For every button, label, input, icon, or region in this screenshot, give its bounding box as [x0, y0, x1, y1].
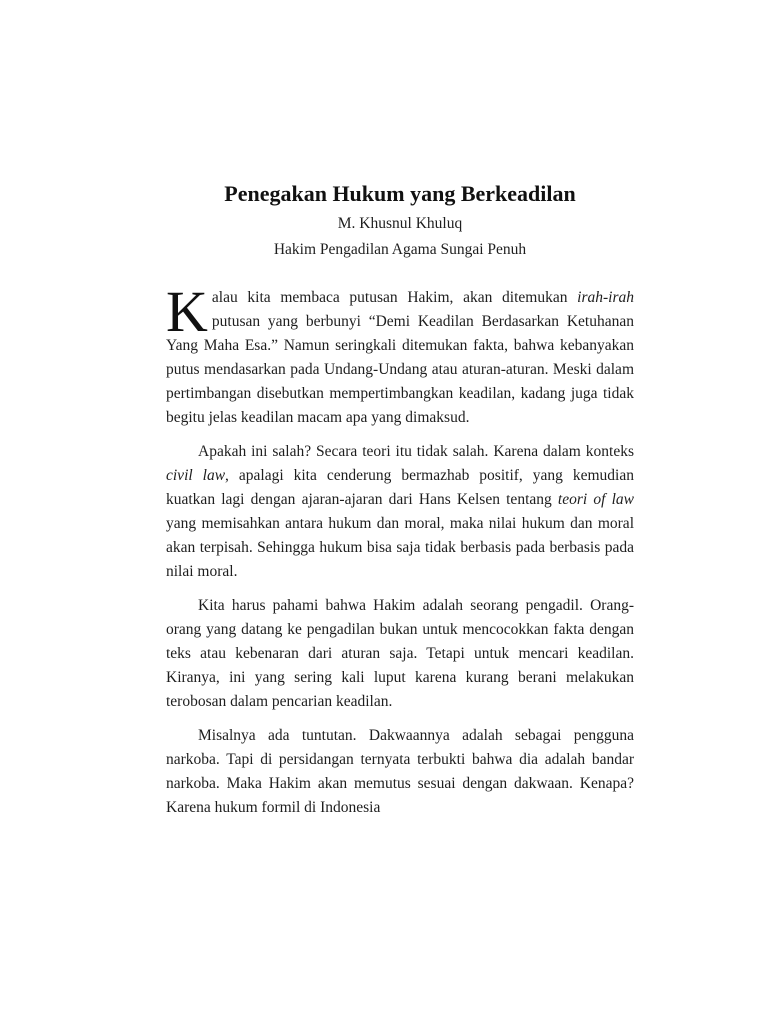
paragraph-2-text-c: yang memisahkan antara hukum dan moral, maka nilai hukum dan moral akan terpisah. Sehingga hukum bisa saja tidak berbasis pada berbasis pada nilai moral.	[166, 515, 634, 580]
paragraph-2-text-a: Apakah ini salah? Secara teori itu tidak salah. Karena dalam konteks	[198, 443, 634, 460]
paragraph-2-italic-term-2: teori of law	[557, 491, 634, 508]
author-affiliation: Hakim Pengadilan Agama Sungai Penuh	[273, 241, 527, 258]
paragraph-1-text-b: putusan yang berbunyi “Demi Keadilan Berdasarkan Ketuhanan Yang Maha Esa.” Namun seringkali ditemukan fakta, bahwa kebanyakan putus mendasarkan pada Undang-Undang atau aturan-aturan. Meski dalam pertimbangan disebutkan mempertimbangkan keadilan, kadang juga tidak begitu jelas keadilan macam apa yang dimaksud.	[166, 313, 634, 426]
paragraph-4: Misalnya ada tuntutan. Dakwaannya adalah sebagai pengguna narkoba. Tapi di persidangan ternyata terbukti bahwa dia adalah bandar narkoba. Maka Hakim akan memutus sesuai dengan dakwaan. Kenapa? Karena hukum formil di Indonesia	[166, 727, 634, 816]
article-title: Penegakan Hukum yang Berkeadilan	[224, 181, 576, 206]
paragraph-1	[166, 279, 634, 430]
author-name: M. Khusnul Khuluq	[337, 215, 463, 232]
paragraph-2-text-b: , apalagi kita cenderung bermazhab positif, yang kemudian kuatkan lagi dengan ajaran-ajaran dari Hans Kelsen tentang	[166, 467, 634, 508]
paragraph-2	[166, 440, 634, 584]
paragraph-1-italic-term: irah-irah	[577, 289, 634, 306]
document-page	[166, 178, 634, 830]
paragraph-3: Kita harus pahami bahwa Hakim adalah seorang pengadil. Orang-orang yang datang ke pengadilan bukan untuk mencocokkan fakta dengan teks atau kebenaran dari aturan saja. Tetapi untuk mencari keadilan. Kiranya, ini yang sering kali luput karena kurang berani melakukan terobosan dalam pencarian keadilan.	[166, 597, 634, 710]
article-body	[166, 279, 634, 820]
paragraph-2-italic-term-1: civil law	[166, 467, 226, 484]
drop-cap: K	[166, 279, 208, 344]
paragraph-1-text-a: alau kita membaca putusan Hakim, akan ditemukan	[211, 289, 578, 306]
